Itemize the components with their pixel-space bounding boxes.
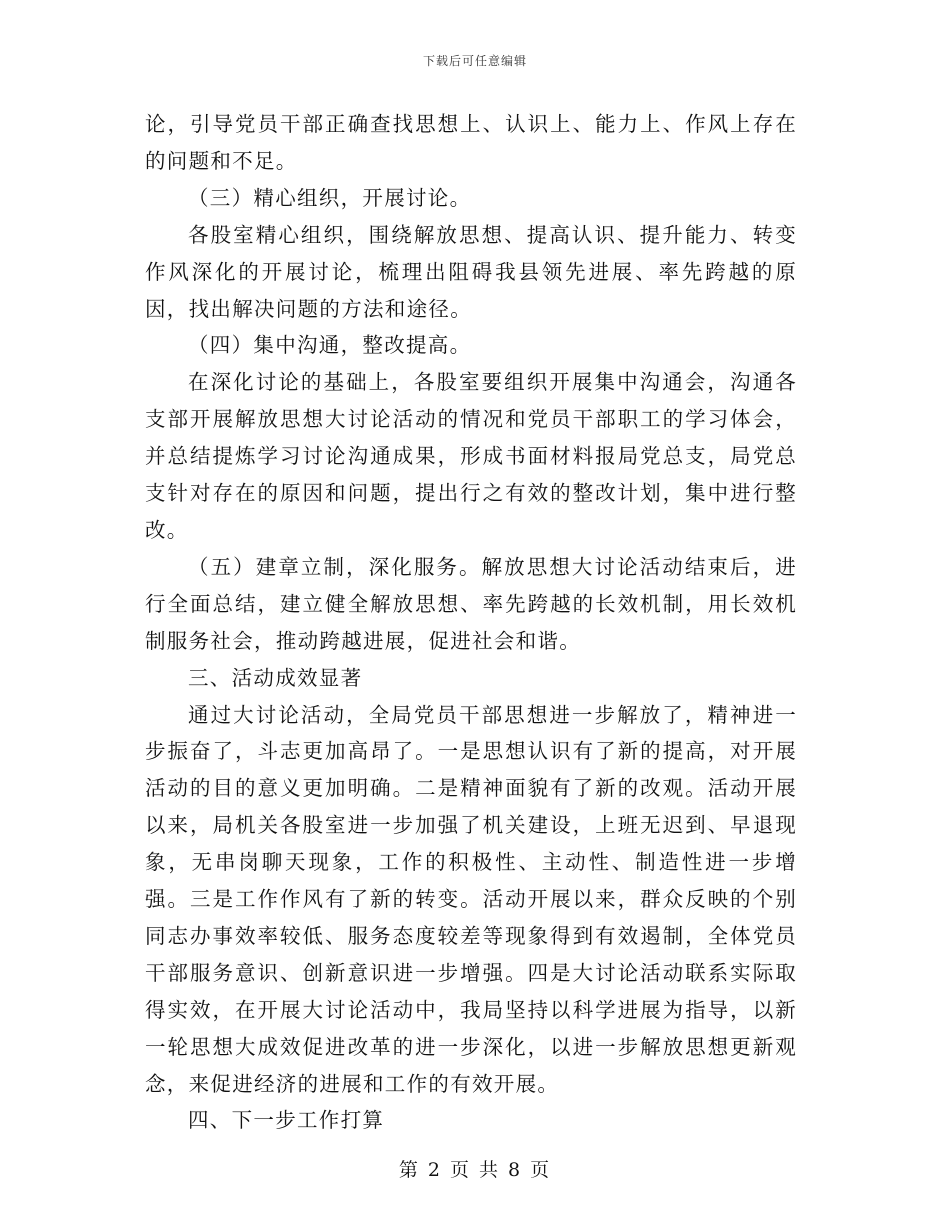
document-body (145, 106, 797, 1139)
paragraph: 论，引导党员干部正确查找思想上、认识上、能力上、作风上存在的问题和不足。 (145, 112, 797, 173)
paragraph: 在深化讨论的基础上，各股室要组织开展集中沟通会，沟通各支部开展解放思想大讨论活动的情况和党员干部职工的学习体会，并总结提炼学习讨论沟通成果，形成书面材料报局党总支，局党总支针对存在的原因和问题，提出行之有效的整改计划，集中进行整改。 (145, 370, 797, 542)
paragraph: （五）建章立制，深化服务。解放思想大讨论活动结束后，进行全面总结，建立健全解放思想、率先跨越的长效机制，用长效机制服务社会，推动跨越进展，促进社会和谐。 (145, 554, 797, 653)
subsection-heading: （三）精心组织，开展讨论。 (188, 185, 472, 210)
page-number: 第 2 页 共 8 页 (398, 1159, 552, 1181)
section-heading: 四、下一步工作打算 (188, 1108, 385, 1133)
paragraph: 各股室精心组织，围绕解放思想、提高认识、提升能力、转变作风深化的开展讨论，梳理出阻碍我县领先进展、率先跨越的原因，找出解决问题的方法和途径。 (145, 222, 797, 321)
paragraph: 通过大讨论活动，全局党员干部思想进一步解放了，精神进一步振奋了，斗志更加高昂了。一是思想认识有了新的提高，对开展活动的目的意义更加明确。二是精神面貌有了新的改观。活动开展以来，局机关各股室进一步加强了机关建设，上班无迟到、早退现象，无串岗聊天现象，工作的积极性、主动性、制造性进一步增强。三是工作作风有了新的转变。活动开展以来，群众反映的个别同志办事效率较低、服务态度较差等现象得到有效遏制，全体党员干部服务意识、创新意识进一步增强。四是大讨论活动联系实际取得实效，在开展大讨论活动中，我局坚持以科学进展为指导，以新一轮思想大成效促进改革的进一步深化，以进一步解放思想更新观念，来促进经济的进展和工作的有效开展。 (145, 702, 797, 1096)
subsection-heading: （四）集中沟通，整改提高。 (188, 333, 472, 358)
page-header: 下载后可任意编辑 (422, 54, 527, 68)
section-heading: 三、活动成效显著 (188, 665, 363, 690)
